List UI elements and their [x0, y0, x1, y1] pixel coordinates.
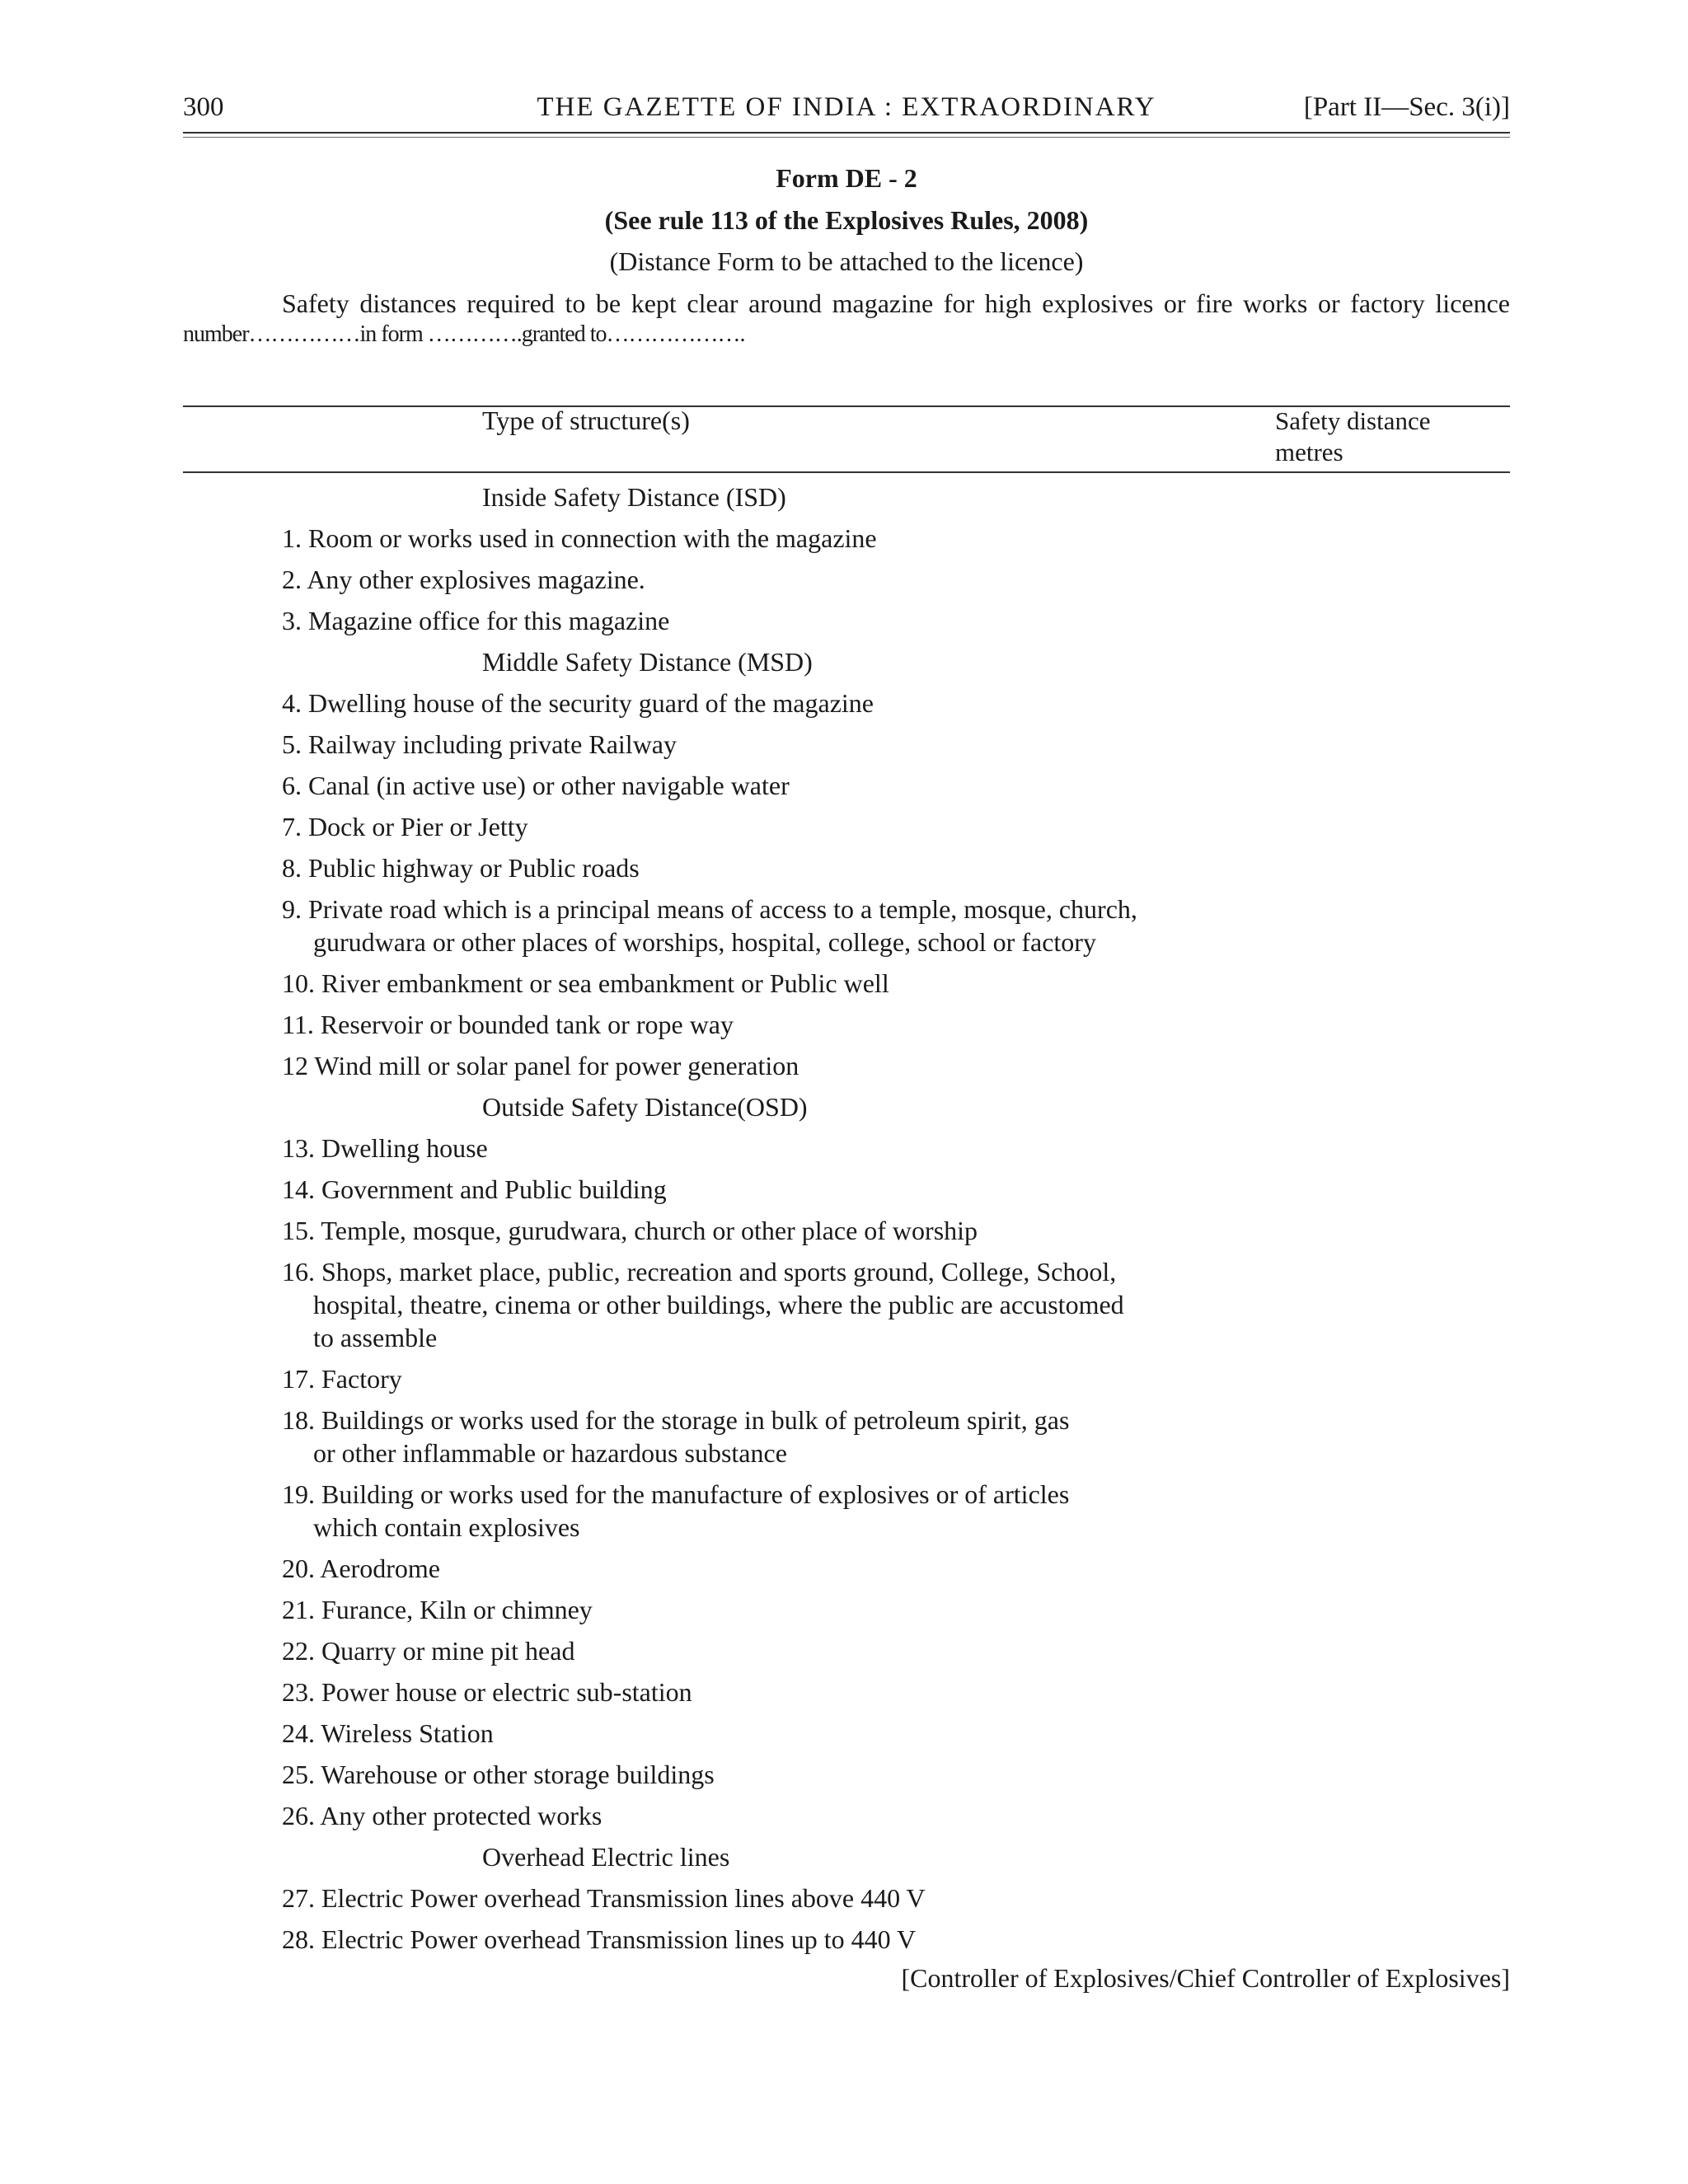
- header-rule-thin: [183, 137, 1510, 138]
- structure-item-text: 19. Building or works used for the manufacture of explosives or of articles: [282, 1479, 1070, 1509]
- section-heading: [183, 641, 1510, 682]
- structure-item: [183, 888, 1510, 963]
- form-title: Form DE - 2: [776, 163, 917, 193]
- structure-item-continuation: which contain explosives: [313, 1512, 580, 1542]
- structure-item-continuation: to assemble: [313, 1323, 438, 1352]
- section-heading: [183, 476, 1510, 518]
- form-subtitle: (Distance Form to be attached to the licence): [609, 246, 1084, 276]
- structure-item-text: 6. Canal (in active use) or other navigable water: [282, 771, 790, 800]
- structure-item-text: 8. Public highway or Public roads: [282, 853, 640, 883]
- intro-line-2: number……………in form ………….granted to……………….: [183, 321, 745, 347]
- structure-item: [183, 1877, 1510, 1919]
- structure-item-text: 16. Shops, market place, public, recreation and sports ground, College, School,: [282, 1257, 1117, 1286]
- structure-item: [183, 1358, 1510, 1399]
- structure-item-text: 3. Magazine office for this magazine: [282, 606, 670, 635]
- part-section: [Part II—Sec. 3(i)]: [1303, 92, 1510, 122]
- structure-item-text: 28. Electric Power overhead Transmission lines up to 440 V: [282, 1924, 917, 1954]
- structure-item-text: 15. Temple, mosque, gurudwara, church or other place of worship: [282, 1216, 978, 1245]
- structure-item: [183, 1713, 1510, 1754]
- structure-item: [183, 1127, 1510, 1169]
- structure-item-text: 21. Furance, Kiln or chimney: [282, 1595, 593, 1624]
- page-header: [183, 92, 1510, 134]
- structure-item: [183, 1630, 1510, 1671]
- structure-item: [183, 1474, 1510, 1548]
- structure-item: [183, 1754, 1510, 1795]
- structure-item-text: 18. Buildings or works used for the storage in bulk of petroleum spirit, gas: [282, 1405, 1070, 1435]
- structure-list: [183, 476, 1510, 1960]
- structure-item-text: 22. Quarry or mine pit head: [282, 1636, 575, 1666]
- structure-item-continuation: gurudwara or other places of worships, hospital, college, school or factory: [313, 927, 1096, 957]
- gazette-title: THE GAZETTE OF INDIA : EXTRAORDINARY: [537, 92, 1156, 122]
- gazette-page: [183, 0, 1510, 2184]
- structure-item-text: 20. Aerodrome: [282, 1554, 440, 1583]
- structure-item: [183, 1399, 1510, 1474]
- structure-item: [183, 1045, 1510, 1086]
- column-header-distance: Safety distance metres: [1275, 406, 1431, 466]
- structure-item: [183, 1795, 1510, 1836]
- structure-item-text: 2. Any other explosives magazine.: [282, 565, 645, 594]
- structure-item-text: 24. Wireless Station: [282, 1718, 494, 1748]
- section-heading-text: Inside Safety Distance (ISD): [482, 482, 786, 512]
- structure-item: [183, 559, 1510, 600]
- structure-item: [183, 1919, 1510, 1960]
- structure-item-text: 25. Warehouse or other storage buildings: [282, 1760, 715, 1789]
- structure-item: [183, 806, 1510, 847]
- structure-item-continuation: hospital, theatre, cinema or other buildings, where the public are accustomed: [313, 1290, 1124, 1319]
- structure-item-text: 7. Dock or Pier or Jetty: [282, 812, 528, 841]
- intro-paragraph: [183, 287, 1510, 349]
- structure-item-continuation: or other inflammable or hazardous substance: [313, 1438, 787, 1468]
- structure-item-text: 5. Railway including private Railway: [282, 729, 677, 759]
- structure-item-text: 4. Dwelling house of the security guard of the magazine: [282, 688, 874, 718]
- structure-item: [183, 963, 1510, 1004]
- structure-item: [183, 765, 1510, 806]
- structure-item-text: 27. Electric Power overhead Transmission lines above 440 V: [282, 1883, 926, 1913]
- form-rule-reference: (See rule 113 of the Explosives Rules, 2008): [604, 205, 1089, 235]
- page-number: 300: [183, 92, 224, 122]
- structure-item: [183, 682, 1510, 724]
- structure-item-text: 17. Factory: [282, 1364, 402, 1394]
- section-heading-text: Outside Safety Distance(OSD): [482, 1092, 808, 1122]
- structure-item: [183, 1004, 1510, 1045]
- structure-item-text: 26. Any other protected works: [282, 1801, 603, 1830]
- structure-item: [183, 1210, 1510, 1251]
- header-rule: [183, 132, 1510, 134]
- structure-item: [183, 1671, 1510, 1713]
- intro-line-1: Safety distances required to be kept clear around magazine for high explosives or fire works or factory licence: [282, 288, 1510, 318]
- structure-item-text: 10. River embankment or sea embankment or Public well: [282, 968, 889, 998]
- structure-item: [183, 1169, 1510, 1210]
- structure-item-text: 1. Room or works used in connection with the magazine: [282, 523, 877, 553]
- section-heading-text: Middle Safety Distance (MSD): [482, 647, 813, 677]
- structure-item: [183, 518, 1510, 559]
- structure-item: [183, 1251, 1510, 1358]
- section-heading-text: Overhead Electric lines: [482, 1842, 730, 1872]
- section-heading: [183, 1086, 1510, 1127]
- structure-item: [183, 847, 1510, 888]
- signature-line: [Controller of Explosives/Chief Controller of Explosives]: [901, 1963, 1510, 1993]
- structure-item: [183, 600, 1510, 641]
- structure-item-text: 12 Wind mill or solar panel for power generation: [282, 1051, 799, 1080]
- structure-item-text: 9. Private road which is a principal means of access to a temple, mosque, church,: [282, 894, 1137, 924]
- structure-item-text: 14. Government and Public building: [282, 1174, 667, 1204]
- structure-item-text: 13. Dwelling house: [282, 1133, 488, 1163]
- structure-item-text: 23. Power house or electric sub-station: [282, 1677, 692, 1707]
- section-heading: [183, 1836, 1510, 1877]
- structure-item: [183, 1589, 1510, 1630]
- structure-item: [183, 1548, 1510, 1589]
- column-header-structure: Type of structure(s): [482, 405, 690, 435]
- structure-item-text: 11. Reservoir or bounded tank or rope way: [282, 1010, 734, 1039]
- structure-item: [183, 724, 1510, 765]
- table-header-rule: [183, 471, 1510, 473]
